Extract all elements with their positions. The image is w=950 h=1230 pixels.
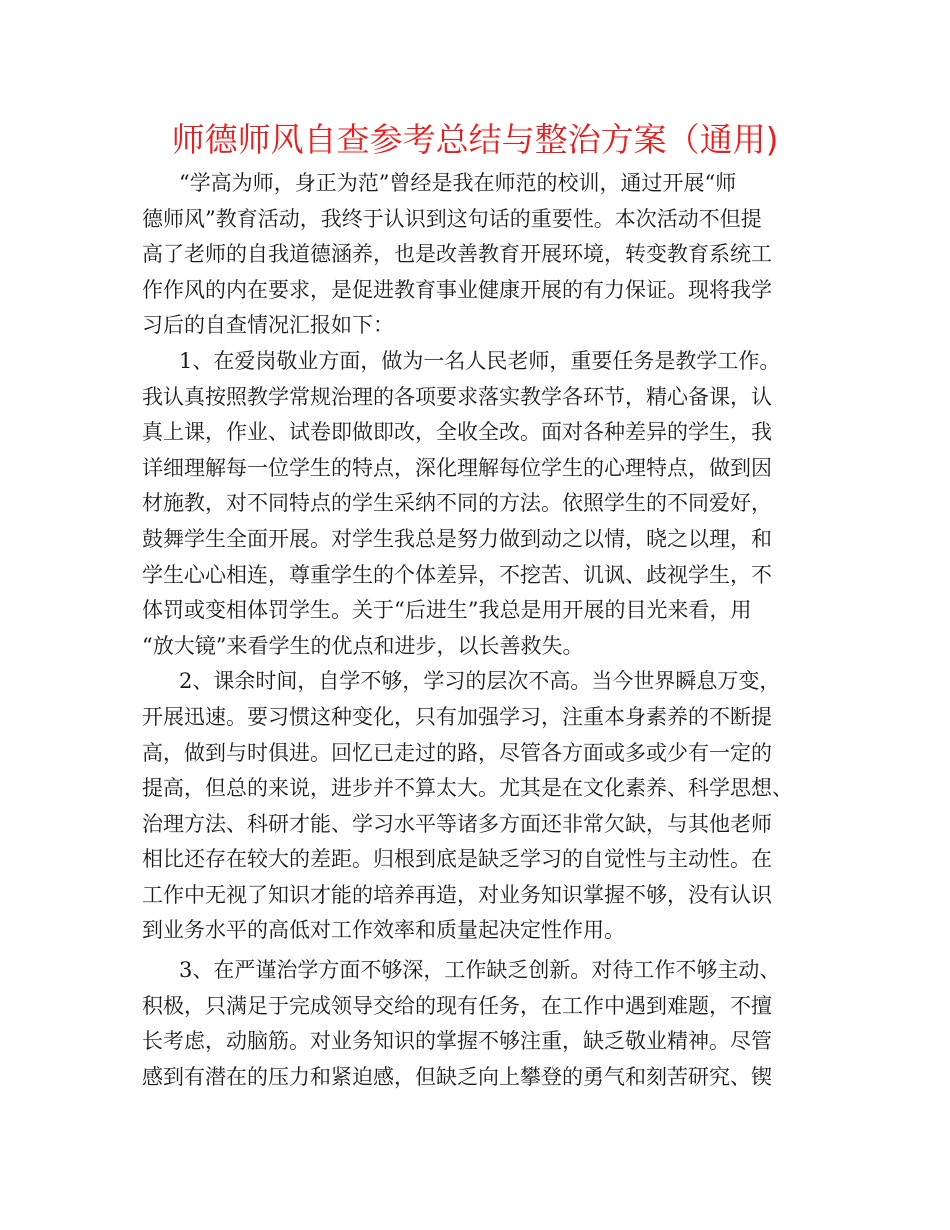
body-line: 材施教，对不同特点的学生采纳不同的方法。依照学生的不同爱好，: [142, 491, 772, 516]
body-line: 我认真按照教学常规治理的各项要求落实教学各环节，精心备课，认: [142, 384, 772, 409]
body-line: 体罚或变相体罚学生。关于“后进生”我总是用开展的目光来看，用: [142, 598, 752, 623]
body-line: 习后的自查情况汇报如下：: [142, 313, 394, 338]
body-line: 高，做到与时俱进。回忆已走过的路，尽管各方面或多或少有一定的: [142, 740, 772, 765]
body-line: 学生心心相连，尊重学生的个体差异，不挖苦、讥讽、歧视学生，不: [142, 562, 772, 587]
body-line: 相比还存在较大的差距。归根到底是缺乏学习的自觉性与主动性。在: [142, 847, 772, 872]
document-title: 师德师风自查参考总结与整治方案（通用): [171, 120, 779, 159]
body-line: 3、在严谨治学方面不够深，工作缺乏创新。对待工作不够主动、: [179, 958, 781, 983]
body-line: 长考虑，动脑筋。对业务知识的掌握不够注重，缺乏敬业精神。尽管: [142, 1029, 772, 1054]
body-line: 工作中无视了知识才能的培养再造，对业务知识掌握不够，没有认识: [142, 882, 772, 907]
body-line: 鼓舞学生全面开展。对学生我总是努力做到动之以情，晓之以理，和: [142, 526, 772, 551]
body-line: 提高，但总的来说，进步并不算太大。尤其是在文化素养、科学思想、: [142, 776, 793, 801]
body-line: 2、课余时间，自学不够，学习的层次不高。当今世界瞬息万变，: [179, 669, 781, 694]
body-line: 到业务水平的高低对工作效率和质量起决定性作用。: [142, 918, 625, 943]
body-line: 积极，只满足于完成领导交给的现有任务，在工作中遇到难题，不擅: [142, 993, 772, 1018]
body-line: 作作风的内在要求，是促进教育事业健康开展的有力保证。现将我学: [142, 277, 772, 302]
body-line: 感到有潜在的压力和紧迫感，但缺乏向上攀登的勇气和刻苦研究、锲: [142, 1064, 772, 1089]
body-line: “学高为师，身正为范”曾经是我在师范的校训，通过开展“师: [179, 171, 737, 195]
body-line: 德师风”教育活动，我终于认识到这句话的重要性。本次活动不但提: [142, 206, 762, 231]
body-line: 治理方法、科研才能、学习水平等诸多方面还非常欠缺，与其他老师: [142, 811, 772, 836]
body-line: 1、在爱岗敬业方面，做为一名人民老师，重要任务是教学工作。: [179, 348, 781, 373]
body-line: “放大镜”来看学生的优点和进步，以长善救失。: [142, 633, 584, 658]
body-line: 开展迅速。要习惯这种变化，只有加强学习，注重本身素养的不断提: [142, 704, 772, 729]
body-line: 高了老师的自我道德涵养，也是改善教育开展环境，转变教育系统工: [142, 242, 772, 267]
document-body: [142, 166, 842, 1095]
body-line: 详细理解每一位学生的特点，深化理解每位学生的心理特点，做到因: [142, 455, 772, 480]
body-line: 真上课，作业、试卷即做即改，全收全改。面对各种差异的学生，我: [142, 420, 772, 445]
